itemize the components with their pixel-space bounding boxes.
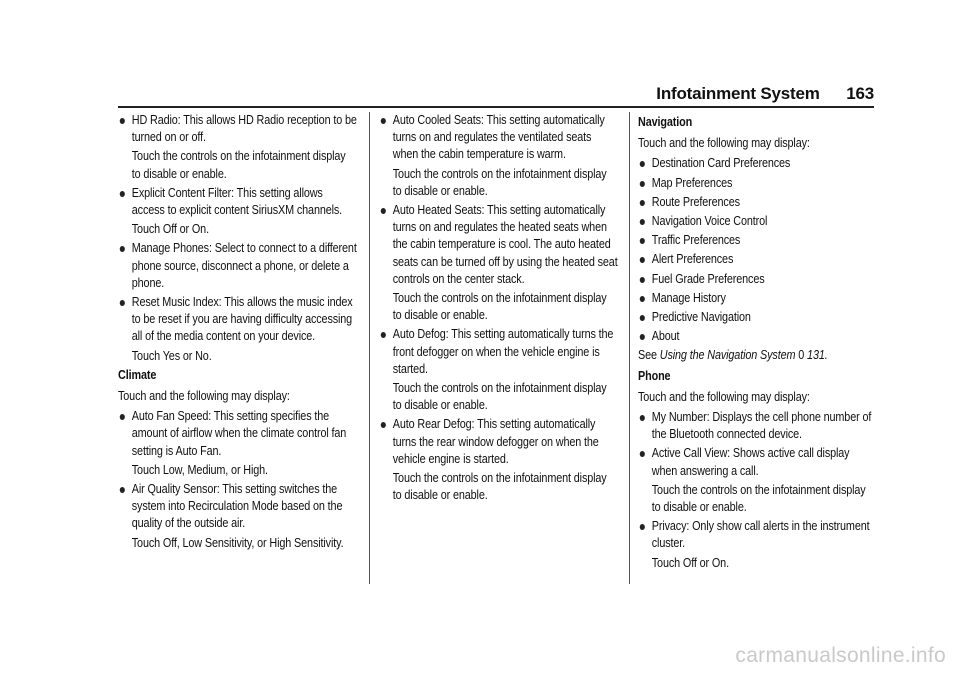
bullet-hd-radio-instruction: Touch the controls on the infotainment display to disable or enable. [131, 149, 346, 181]
nav-item: Navigation Voice Control [638, 213, 877, 230]
bullet-reset-music-index-instruction: Touch Yes or No. [131, 348, 212, 363]
climate-intro: Touch and the following may display: [118, 389, 290, 404]
column-divider-2 [629, 112, 630, 584]
header-divider [118, 106, 874, 108]
bullet-auto-heated-seats-instruction: Touch the controls on the infotainment display to disable or enable. [392, 291, 607, 323]
nav-item: About [638, 328, 877, 345]
navigation-system-link[interactable]: Using the Navigation System [659, 348, 796, 363]
navigation-reference [638, 347, 877, 364]
bullet-auto-defog: Auto Defog: This setting automatically turns the front defogger on when the vehicle engine is started. [379, 326, 618, 378]
bullet-auto-rear-defog: Auto Rear Defog: This setting automatically turns the rear window defogger on when the vehicle engine is started. [379, 416, 618, 468]
watermark: carmanualsonline.info [735, 644, 946, 667]
page-number: 163 [846, 84, 874, 103]
column-1 [118, 112, 357, 554]
page-ref-arrow-icon: 0 [798, 348, 805, 363]
bullet-explicit-filter: Explicit Content Filter: This setting allows access to explicit content SiriusXM channels. [118, 185, 357, 219]
bullet-auto-fan-speed: Auto Fan Speed: This setting specifies the amount of airflow when the climate control fan setting is Auto Fan. [118, 408, 357, 460]
navigation-intro: Touch and the following may display: [638, 136, 810, 151]
nav-item: Manage History [638, 290, 877, 307]
reference-page-number: 131. [807, 348, 828, 363]
nav-item: Destination Card Preferences [638, 155, 877, 172]
phone-intro: Touch and the following may display: [638, 389, 810, 404]
see-prefix: See [638, 348, 657, 363]
column-2 [379, 112, 618, 506]
bullet-air-quality-sensor-instruction: Touch Off, Low Sensitivity, or High Sensitivity. [131, 535, 344, 550]
bullet-hd-radio: HD Radio: This allows HD Radio reception to be turned on or off. [118, 112, 357, 146]
bullet-auto-heated-seats: Auto Heated Seats: This setting automatically turns on and regulates the heated seats when the cabin temperature is cool. The auto heated seats can be turned off by using the heated seat controls on the center stack. [379, 202, 618, 288]
bullet-active-call-view-instruction: Touch the controls on the infotainment display to disable or enable. [651, 482, 866, 515]
nav-item: Fuel Grade Preferences [638, 271, 877, 288]
nav-item: Predictive Navigation [638, 309, 877, 326]
section-title: Infotainment System [656, 84, 820, 103]
bullet-auto-cooled-seats: Auto Cooled Seats: This setting automatically turns on and regulates the ventilated seats when the cabin temperature is warm. [379, 112, 618, 164]
page-header [656, 84, 874, 104]
navigation-heading: Navigation [638, 115, 693, 129]
nav-item: Traffic Preferences [638, 232, 877, 249]
column-divider-1 [369, 112, 370, 584]
bullet-auto-rear-defog-instruction: Touch the controls on the infotainment display to disable or enable. [392, 471, 607, 503]
nav-item: Map Preferences [638, 175, 877, 192]
bullet-explicit-filter-instruction: Touch Off or On. [131, 222, 209, 237]
climate-heading: Climate [118, 367, 157, 382]
bullet-auto-defog-instruction: Touch the controls on the infotainment display to disable or enable. [392, 381, 607, 413]
nav-item: Alert Preferences [638, 251, 877, 268]
bullet-auto-fan-speed-instruction: Touch Low, Medium, or High. [131, 462, 268, 477]
bullet-active-call-view: Active Call View: Shows active call display when answering a call. [638, 445, 877, 479]
bullet-reset-music-index: Reset Music Index: This allows the music index to be reset if you are having difficulty accessing all of the media content on your device. [118, 294, 357, 346]
phone-heading: Phone [638, 368, 671, 383]
bullet-my-number: My Number: Displays the cell phone number of the Bluetooth connected device. [638, 409, 877, 443]
bullet-manage-phones: Manage Phones: Select to connect to a different phone source, disconnect a phone, or delete a phone. [118, 240, 357, 292]
bullet-privacy: Privacy: Only show call alerts in the instrument cluster. [638, 518, 877, 552]
bullet-auto-cooled-seats-instruction: Touch the controls on the infotainment display to disable or enable. [392, 166, 607, 198]
nav-item: Route Preferences [638, 194, 877, 211]
bullet-privacy-instruction: Touch Off or On. [651, 555, 729, 570]
bullet-air-quality-sensor: Air Quality Sensor: This setting switches the system into Recirculation Mode based on the quality of the outside air. [118, 481, 357, 533]
column-3 [638, 112, 877, 574]
